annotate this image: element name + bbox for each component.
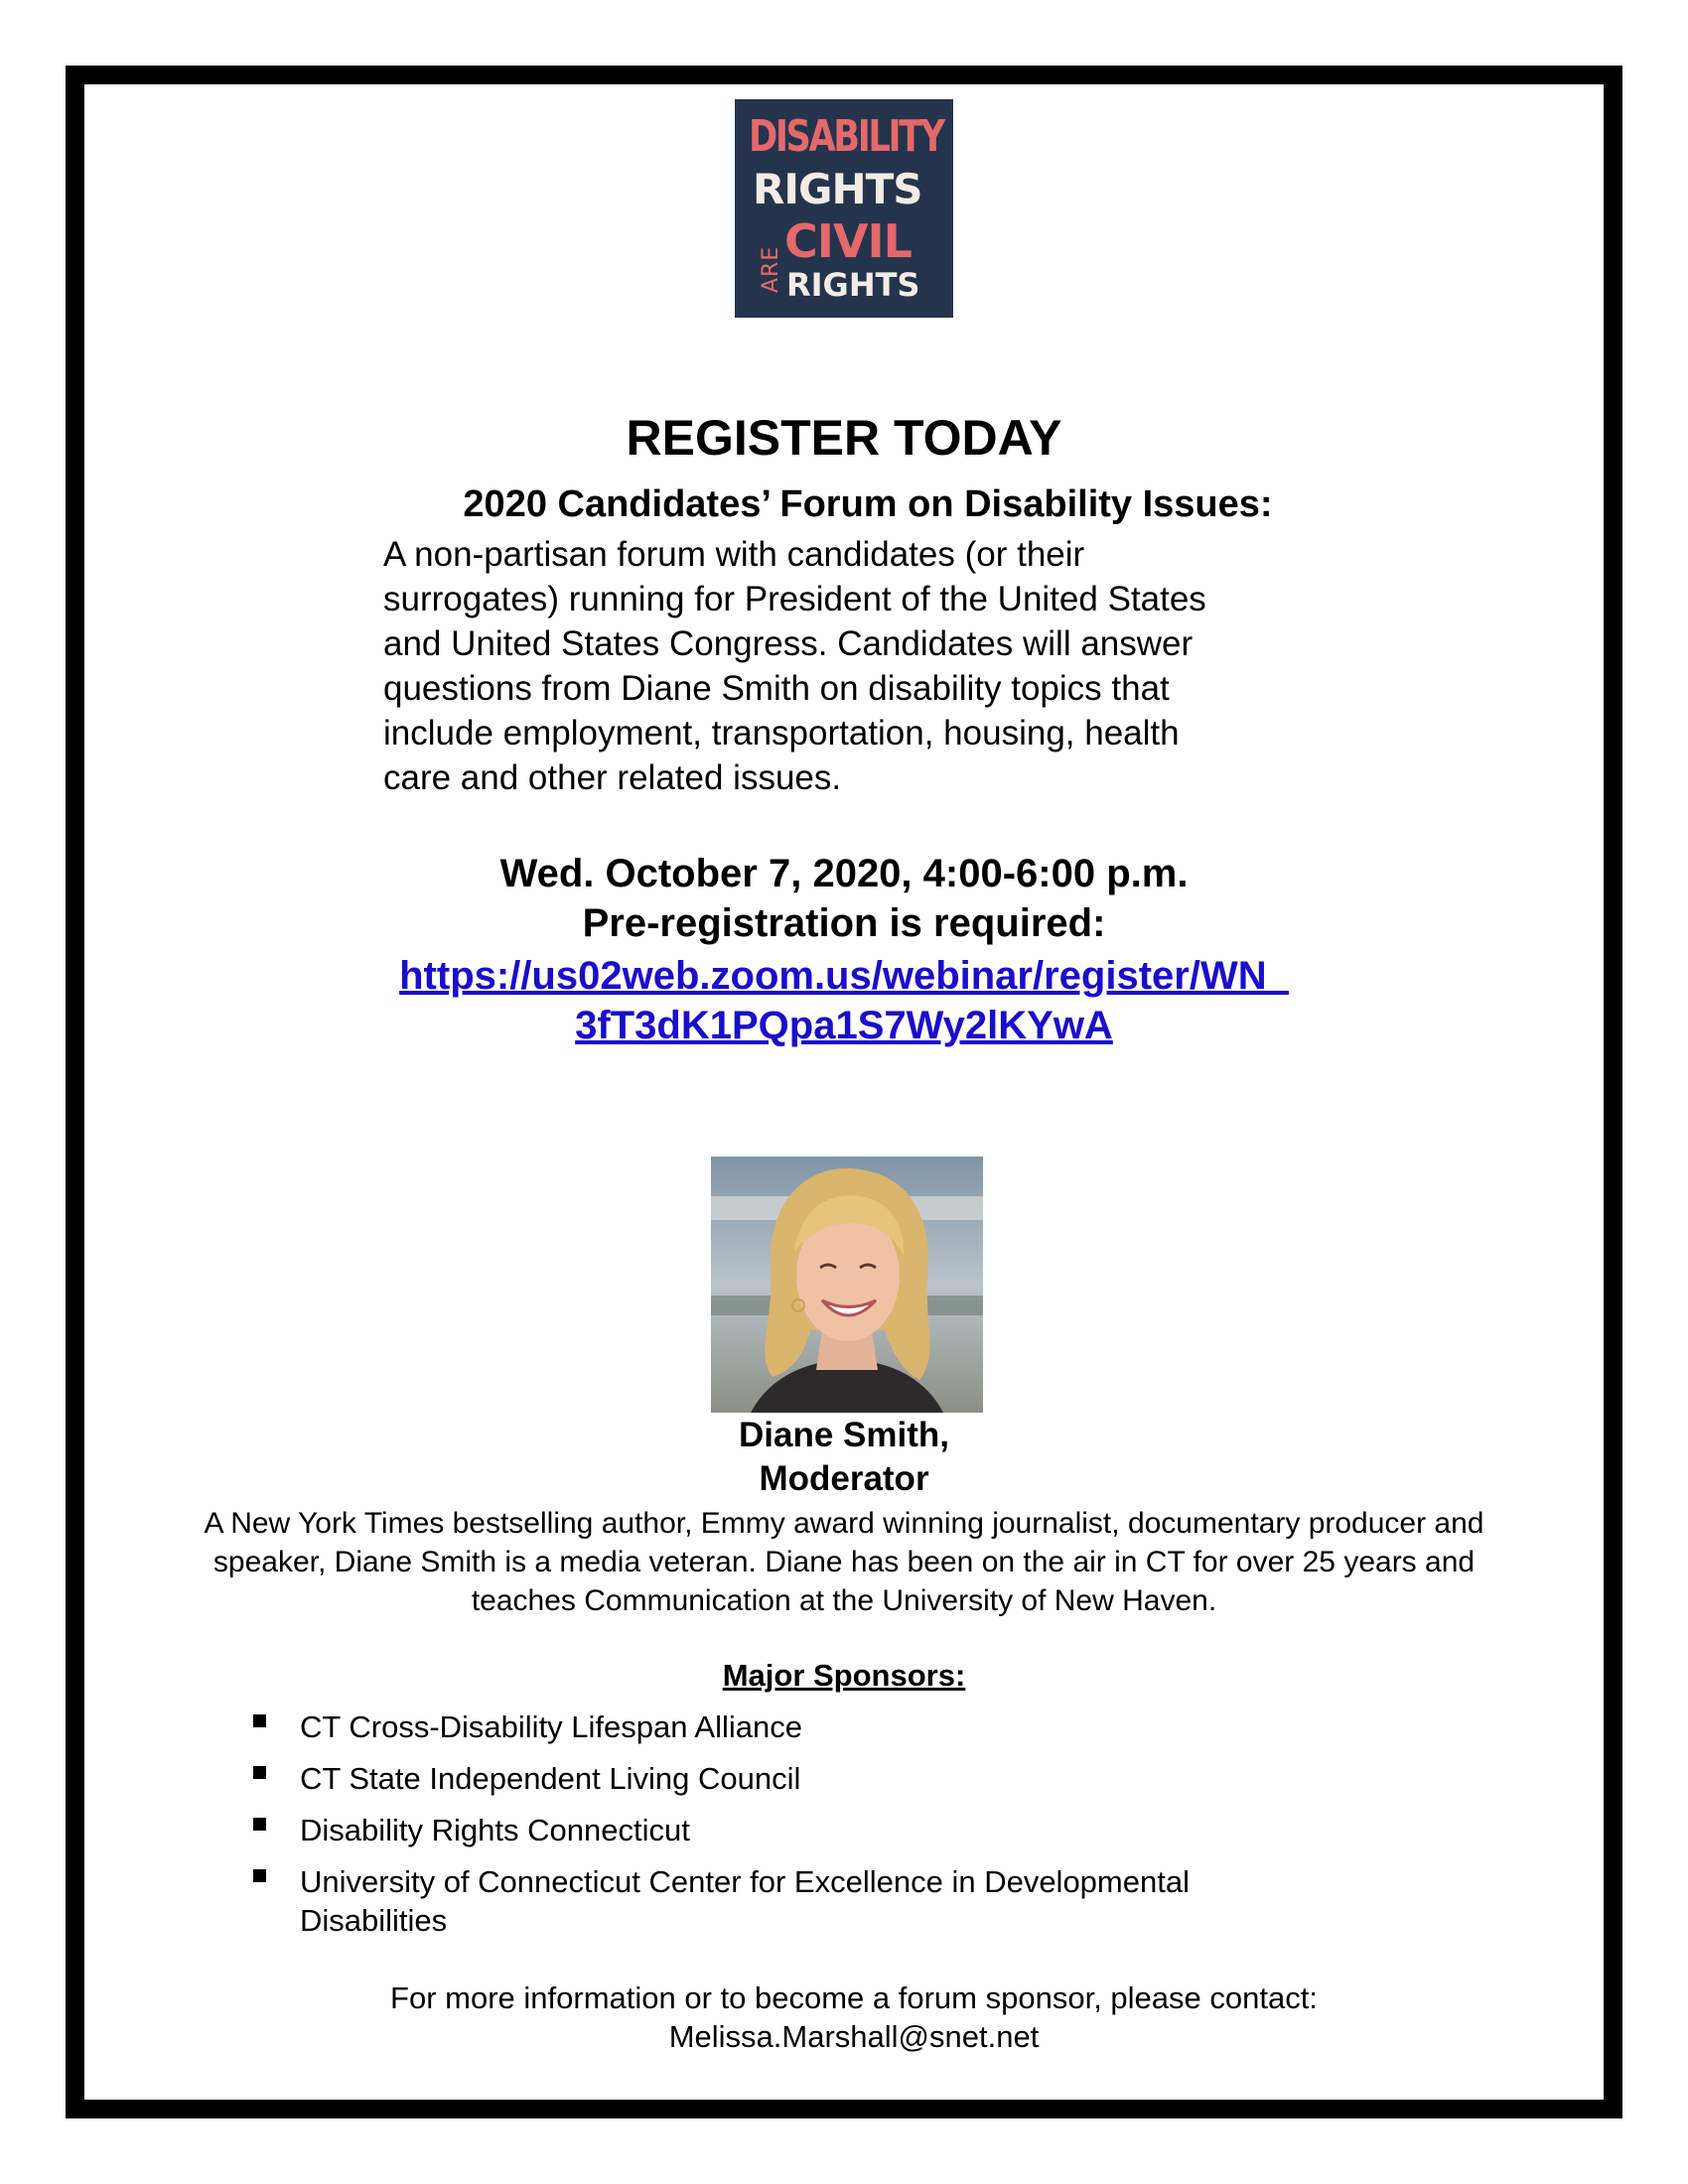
logo-line-disability: DISABILITY xyxy=(749,111,943,162)
description-line: include employment, transportation, housing, health xyxy=(383,714,1180,752)
description-line: and United States Congress. Candidates will answer xyxy=(383,624,1194,663)
sponsor-name: Disability Rights Connecticut xyxy=(300,1813,690,1847)
logo-line-rights: RIGHTS xyxy=(753,165,922,213)
sponsors-list xyxy=(248,1707,1340,1953)
bullet-icon xyxy=(253,1766,266,1779)
bio-line: A New York Times bestselling author, Emmy award winning journalist, documentary producer and xyxy=(204,1507,1484,1540)
sponsor-name: CT State Independent Living Council xyxy=(300,1761,801,1796)
sponsors-heading: Major Sponsors: xyxy=(722,1658,966,1693)
bullet-icon xyxy=(253,1714,266,1727)
list-item xyxy=(248,1811,1340,1849)
moderator-bio xyxy=(109,1504,1579,1620)
logo-line-rights-2: RIGHTS xyxy=(786,266,920,304)
list-item xyxy=(248,1707,1340,1746)
headline: REGISTER TODAY xyxy=(626,410,1062,466)
sponsor-name: CT Cross-Disability Lifespan Alliance xyxy=(300,1709,802,1744)
contact-info xyxy=(10,1979,1688,2056)
description-line: A non-partisan forum with candidates (or their xyxy=(383,535,1085,574)
bio-line: teaches Communication at the University of New Haven. xyxy=(471,1584,1217,1617)
disability-rights-logo xyxy=(735,99,953,318)
list-item xyxy=(248,1862,1340,1940)
logo-line-civil: CIVIL xyxy=(784,214,912,268)
sponsor-name: University of Connecticut Center for Excellence in Developmental Disabilities xyxy=(300,1864,1190,1938)
moderator-portrait-image xyxy=(711,1157,983,1413)
preregistration-note: Pre-registration is required: xyxy=(582,901,1106,945)
bullet-icon xyxy=(253,1818,266,1831)
forum-description xyxy=(383,532,1336,800)
registration-link[interactable] xyxy=(0,951,1688,1050)
description-line: questions from Diane Smith on disability topics that xyxy=(383,669,1170,708)
description-line: care and other related issues. xyxy=(383,758,842,797)
logo-line-are: ARE xyxy=(759,245,783,293)
contact-text: For more information or to become a forum sponsor, please contact: xyxy=(390,1980,1318,2015)
contact-email-link[interactable]: Melissa.Marshall@snet.net xyxy=(668,2019,1040,2054)
list-item xyxy=(248,1759,1340,1798)
bullet-icon xyxy=(253,1869,266,1882)
event-datetime: Wed. October 7, 2020, 4:00-6:00 p.m. xyxy=(499,852,1189,895)
moderator-role: Moderator xyxy=(759,1459,929,1498)
forum-title: 2020 Candidates’ Forum on Disability Issues: xyxy=(463,483,1273,525)
moderator-name: Diane Smith, xyxy=(739,1416,949,1454)
registration-link-line-1[interactable]: https://us02web.zoom.us/webinar/register/WN_ xyxy=(399,954,1289,998)
moderator-photo xyxy=(711,1157,983,1413)
bio-line: speaker, Diane Smith is a media veteran. Diane has been on the air in CT for over 25 years and xyxy=(212,1546,1476,1578)
registration-link-line-2[interactable]: 3fT3dK1PQpa1S7Wy2lKYwA xyxy=(575,1004,1113,1047)
description-line: surrogates) running for President of the United States xyxy=(383,580,1206,618)
